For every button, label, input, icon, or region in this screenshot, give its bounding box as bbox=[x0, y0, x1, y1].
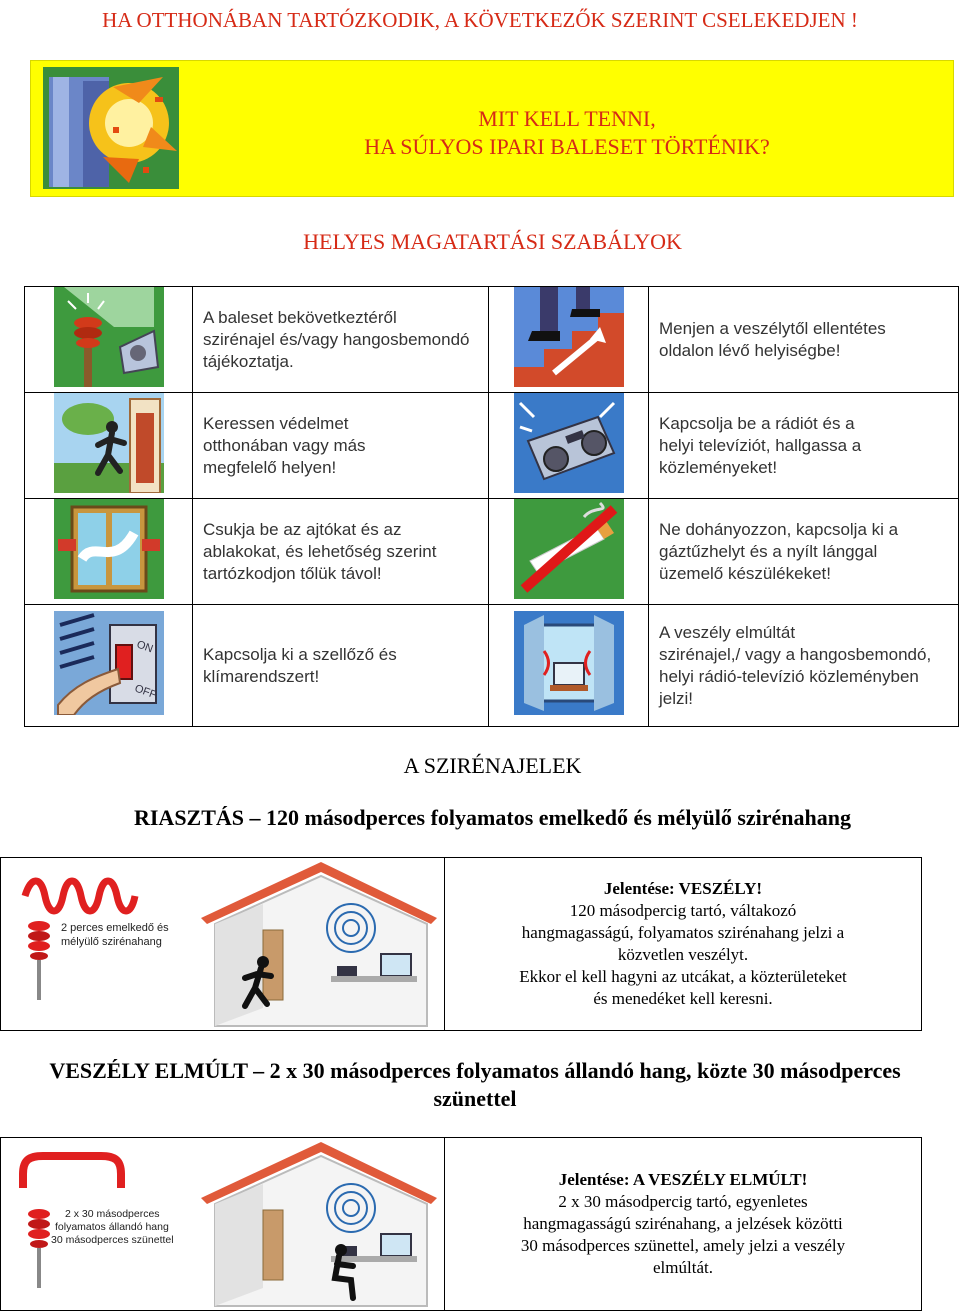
rule-text-cell bbox=[649, 287, 959, 393]
rule-text-cell bbox=[193, 499, 489, 605]
rule-icon-cell bbox=[25, 499, 193, 605]
closed-window-icon bbox=[54, 499, 164, 599]
banner-line-2: HA SÚLYOS IPARI BALESET TÖRTÉNIK? bbox=[364, 134, 770, 159]
rule-text-cell bbox=[649, 499, 959, 605]
rule-icon-cell bbox=[489, 499, 649, 605]
rule-icon-cell bbox=[489, 605, 649, 727]
alarm-illustration bbox=[1, 858, 445, 1030]
clear-label-2: folyamatos állandó hang bbox=[55, 1221, 169, 1233]
alarm-heading: RIASZTÁS – 120 másodperces folyamatos emelkedő és mélyülő szirénahang bbox=[133, 805, 852, 830]
clear-illustration bbox=[1, 1138, 445, 1310]
rule-text-cell bbox=[193, 605, 489, 727]
rule-text: A veszély elmúltát szirénajel,/ vagy a hangosbemondó, helyi rádió-televízió közleményben jelzi! bbox=[659, 622, 932, 708]
clear-heading: VESZÉLY ELMÚLT – 2 x 30 másodperces folyamatos állandó hang, közte 30 másodperces szünettel bbox=[49, 1058, 901, 1111]
rule-icon-cell bbox=[489, 287, 649, 393]
rule-text-cell bbox=[649, 393, 959, 499]
alarm-box bbox=[0, 857, 922, 1031]
rule-text: Csukja be az ajtókat és az ablakokat, és lehetőség szerint tartózkodjon tőlük távol! bbox=[203, 519, 437, 583]
running-shelter-icon bbox=[54, 393, 164, 493]
clear-label-1: 2 x 30 másodperces bbox=[65, 1208, 160, 1220]
clear-body: 2 x 30 másodpercig tartó, egyenletes hangmagasságú szirénahang, a jelzések közötti 30 másodperces szünettel, amely jelzi a veszély elmúltát. bbox=[520, 1192, 846, 1277]
rule-icon-cell bbox=[25, 393, 193, 499]
rule-text: Ne dohányozzon, kapcsolja ki a gáztűzhelyt és a nyílt lánggal üzemelő készülékeket! bbox=[659, 519, 899, 583]
rule-icon-cell bbox=[25, 287, 193, 393]
rules-title: HELYES MAGATARTÁSI SZABÁLYOK bbox=[303, 229, 682, 254]
industrial-explosion-icon bbox=[43, 67, 179, 189]
rule-icon-cell bbox=[25, 605, 193, 727]
siren-speaker-icon bbox=[54, 287, 164, 387]
banner-line-1: MIT KELL TENNI, bbox=[478, 106, 656, 131]
rules-row bbox=[25, 393, 959, 499]
tv-window-icon bbox=[514, 611, 624, 715]
rising-falling-wave-icon bbox=[25, 881, 135, 911]
no-smoking-icon bbox=[514, 499, 624, 599]
rules-table bbox=[24, 286, 959, 727]
clear-label-3: 30 másodperces szünettel bbox=[51, 1234, 174, 1246]
radio-icon bbox=[514, 393, 624, 493]
steady-tone-icon bbox=[23, 1156, 121, 1188]
rules-row bbox=[25, 287, 959, 393]
rule-text-cell bbox=[193, 393, 489, 499]
switch-off-label: OFF bbox=[132, 682, 158, 702]
rule-text: Kapcsolja ki a szellőző és klímarendszert! bbox=[203, 644, 397, 686]
sirens-title: A SZIRÉNAJELEK bbox=[403, 753, 582, 778]
alarm-body: 120 másodpercig tartó, váltakozó hangmagasságú, folyamatos szirénahang jelzi a közvetlen veszélyt. Ekkor el kell hagyni az utcákat, a közterületeket és menedéket kell keresni. bbox=[519, 901, 847, 1008]
switch-on-label: ON bbox=[134, 638, 155, 656]
rule-text: A baleset bekövetkeztéről szirénajel és/vagy hangosbemondó tájékoztatja. bbox=[203, 307, 470, 371]
rule-icon-cell bbox=[489, 393, 649, 499]
siren-icon bbox=[28, 1209, 50, 1288]
alarm-label-1: 2 perces emelkedő és bbox=[61, 922, 169, 934]
page-title: HA OTTHONÁBAN TARTÓZKODIK, A KÖVETKEZŐK SZERINT CSELEKEDJEN ! bbox=[102, 8, 858, 32]
stairs-walking-icon bbox=[514, 287, 624, 387]
house-icon bbox=[201, 862, 437, 1026]
banner-text bbox=[181, 105, 953, 161]
banner bbox=[30, 60, 954, 197]
clear-meaning: Jelentése: A VESZÉLY ELMÚLT! bbox=[558, 1170, 808, 1189]
rules-row bbox=[25, 605, 959, 727]
alarm-text bbox=[445, 858, 921, 1030]
alarm-meaning: Jelentése: VESZÉLY! bbox=[603, 879, 763, 898]
rules-row bbox=[25, 499, 959, 605]
house-icon bbox=[201, 1142, 437, 1306]
rule-text: Keressen védelmet otthonában vagy más megfelelő helyen! bbox=[203, 413, 366, 477]
rule-text-cell bbox=[649, 605, 959, 727]
rule-text: Menjen a veszélytől ellentétes oldalon lévő helyiségbe! bbox=[659, 318, 886, 360]
clear-box bbox=[0, 1137, 922, 1311]
rule-text-cell bbox=[193, 287, 489, 393]
alarm-label-2: mélyülő szirénahang bbox=[61, 936, 162, 948]
rule-text: Kapcsolja be a rádiót és a helyi televíziót, hallgassa a közleményeket! bbox=[659, 413, 862, 477]
clear-text bbox=[445, 1138, 921, 1310]
siren-icon bbox=[28, 921, 50, 1000]
ventilation-switch-icon bbox=[54, 611, 164, 715]
